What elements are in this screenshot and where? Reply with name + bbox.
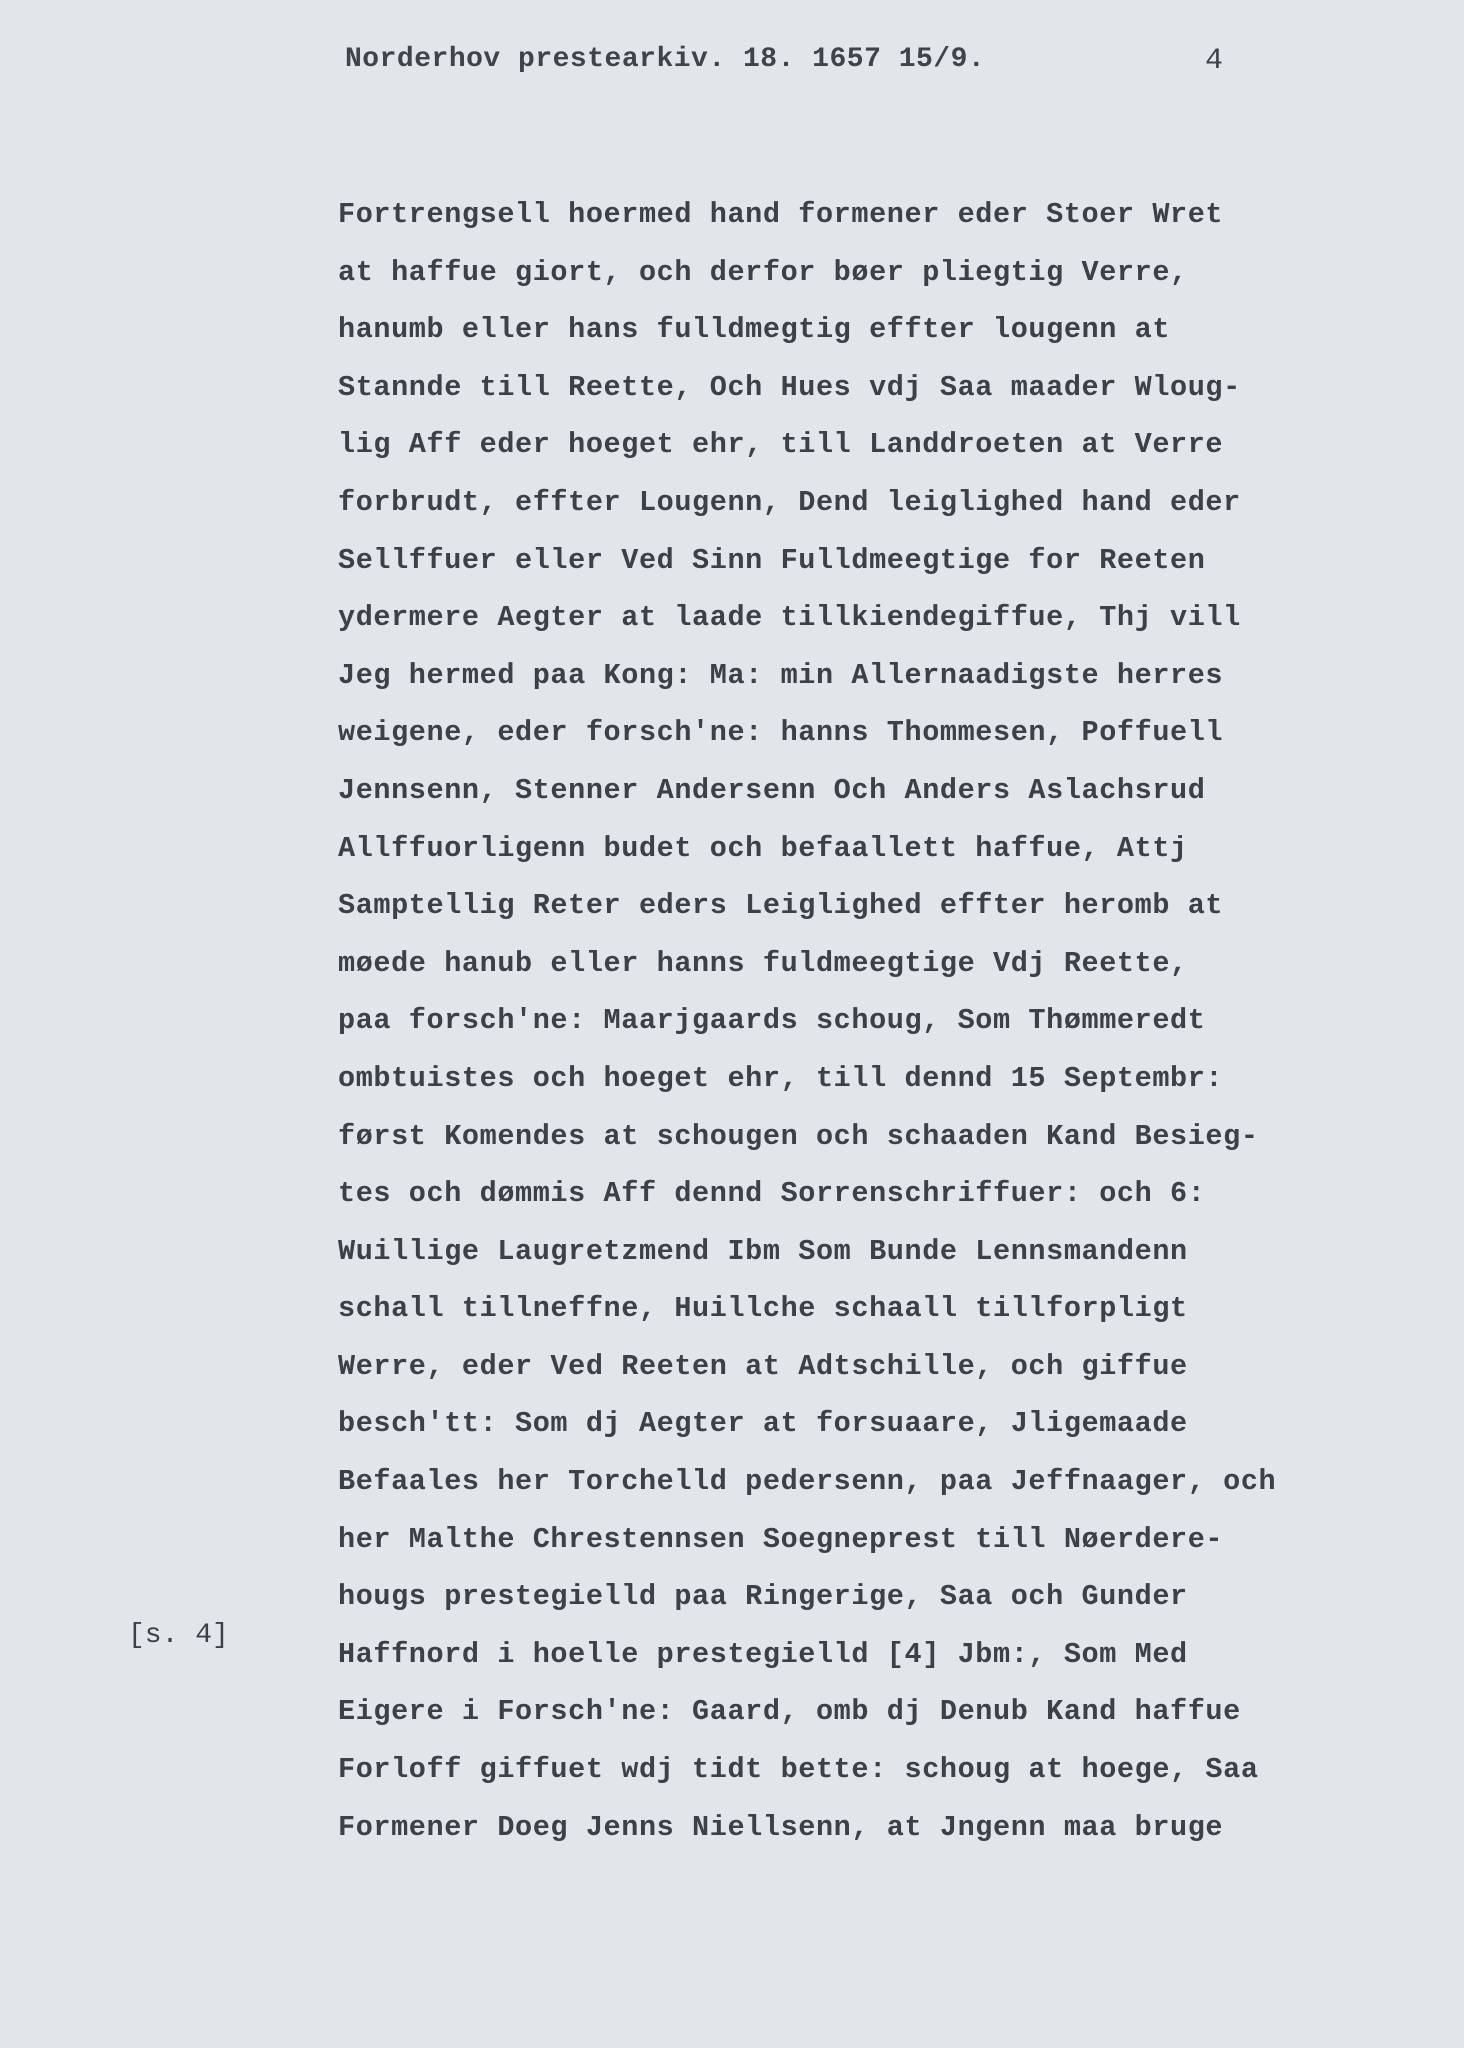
text-line: Fortrengsell hoermed hand formener eder Stoer Wret <box>338 198 1224 231</box>
text-line: Werre, eder Ved Reeten at Adtschille, och giffue <box>338 1349 1188 1383</box>
text-line: Forloff giffuet wdj tidt bette: schoug at hoege, Saa <box>338 1753 1259 1787</box>
text-line: Wuillige Laugretzmend Ibm Som Bunde Lennsmandenn <box>338 1234 1188 1268</box>
page-number: 4 <box>1205 44 1224 78</box>
text-line: paa forsch'ne: Maarjgaards schoug, Som Thømmeredt <box>338 1004 1206 1038</box>
transcription-body <box>338 186 1338 1856</box>
text-line: forbrudt, effter Lougenn, Dend leiglighed hand eder <box>338 485 1241 519</box>
text-line: ombtuistes och hoeget ehr, till dennd 15 Septembr: <box>338 1061 1224 1095</box>
text-line: schall tillneffne, Huillche schaall tillforpligt <box>338 1292 1188 1326</box>
text-line: først Komendes at schougen och schaaden Kand Besieg- <box>338 1119 1259 1153</box>
text-line: Befaales her Torchelld pedersenn, paa Jeffnaager, och <box>338 1465 1277 1499</box>
text-line: at haffue giort, och derfor bøer pliegtig Verre, <box>338 255 1188 289</box>
text-line: ydermere Aegter at laade tillkiendegiffue, Thj vill <box>338 601 1241 635</box>
text-line: weigene, eder forsch'ne: hanns Thommesen, Poffuell <box>338 716 1224 750</box>
text-line: Sellffuer eller Ved Sinn Fulldmeegtige for Reeten <box>338 543 1206 577</box>
text-line: hanumb eller hans fulldmegtig effter lougenn at <box>338 313 1171 347</box>
text-line: Allffuorligenn budet och befaallett haffue, Attj <box>338 831 1188 865</box>
text-line: møede hanub eller hanns fuldmeegtige Vdj Reette, <box>338 946 1188 980</box>
text-line: Formener Doeg Jenns Niellsenn, at Jngenn maa bruge <box>338 1810 1224 1844</box>
text-line: hougs prestegielld paa Ringerige, Saa och Gunder <box>338 1580 1188 1614</box>
text-line: Eigere i Forsch'ne: Gaard, omb dj Denub Kand haffue <box>338 1695 1241 1729</box>
text-line: Haffnord i hoelle prestegielld [4] Jbm:, Som Med <box>338 1637 1188 1671</box>
text-line: Jennsenn, Stenner Andersenn Och Anders Aslachsrud <box>338 773 1206 807</box>
text-line: tes och dømmis Aff dennd Sorrenschriffuer: och 6: <box>338 1177 1206 1211</box>
text-line: Jeg hermed paa Kong: Ma: min Allernaadigste herres <box>338 658 1224 692</box>
text-line: lig Aff eder hoeget ehr, till Landdroeten at Verre <box>338 428 1224 462</box>
margin-reference: [s. 4] <box>128 1620 229 1651</box>
document-header: Norderhov prestearkiv. 18. 1657 15/9. <box>345 44 986 75</box>
text-line: Samptellig Reter eders Leiglighed effter heromb at <box>338 889 1224 923</box>
text-line: her Malthe Chrestennsen Soegneprest till Nøerdere- <box>338 1522 1224 1556</box>
text-line: Stannde till Reette, Och Hues vdj Saa maader Wloug- <box>338 370 1241 404</box>
text-line: besch'tt: Som dj Aegter at forsuaare, Jligemaade <box>338 1407 1188 1441</box>
